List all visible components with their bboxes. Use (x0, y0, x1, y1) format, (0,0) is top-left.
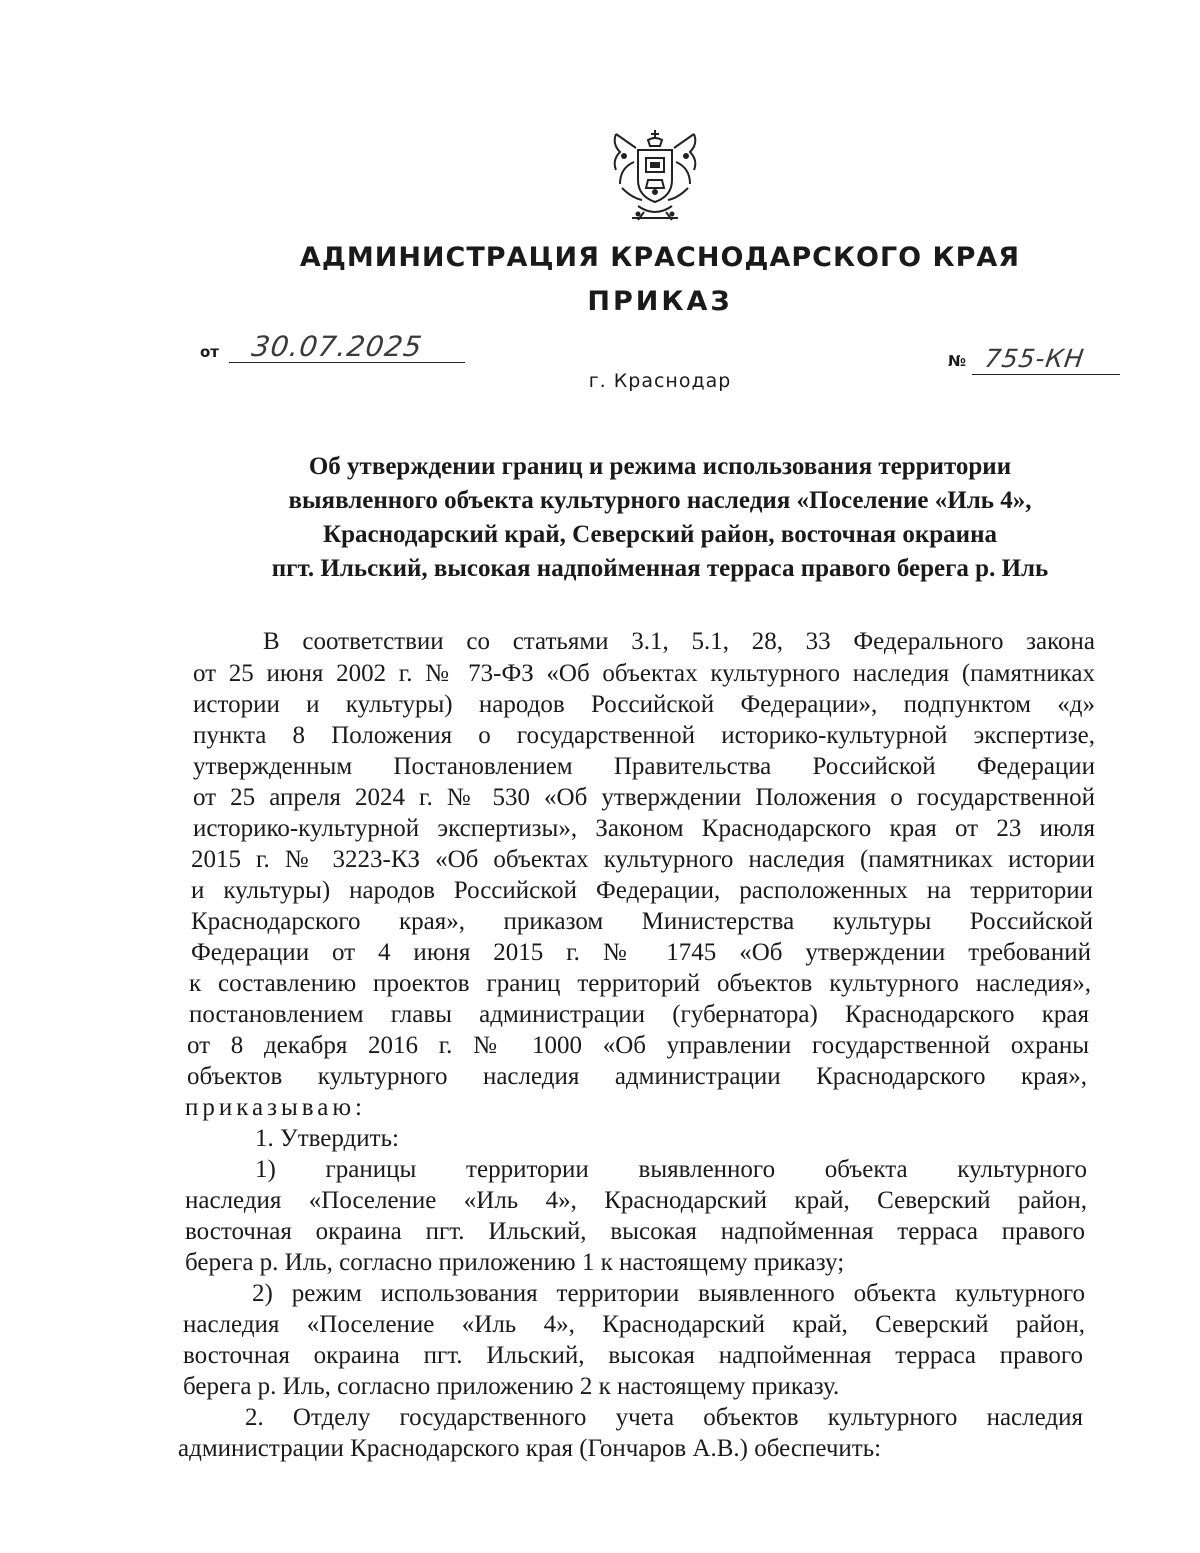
order-title (150, 450, 1170, 586)
body-line: от 25 апреля 2024 г. № 530 «Об утверждении Положения о государственной (193, 784, 1095, 811)
title-line: Об утверждении границ и режима использования территории (308, 453, 1012, 480)
authority-name: АДМИНИСТРАЦИЯ КРАСНОДАРСКОГО КРАЯ (299, 242, 1021, 273)
date-underline (229, 362, 465, 363)
date-handwritten: 30.07.2025 (249, 330, 425, 363)
number-label: № (948, 352, 967, 370)
body-line: 2. Отделу государственного учета объектов культурного наследия (245, 1404, 1083, 1431)
body-line: Краснодарского края», приказом Министерства культуры Российской (191, 908, 1093, 935)
krasnodar-coat-of-arms-icon (608, 128, 702, 224)
body-line: пункта 8 Положения о государственной историко-культурной экспертизе, (193, 722, 1095, 749)
body-line: от 25 июня 2002 г. № 73-ФЗ «Об объектах культурного наследия (памятниках (193, 660, 1095, 687)
body-line: приказываю: (185, 1094, 366, 1121)
body-line: утвержденным Постановлением Правительства Российской Федерации (193, 753, 1095, 780)
date-label: от (200, 343, 219, 361)
body-line: 1) границы территории выявленного объекта культурного (255, 1156, 1087, 1183)
body-line: Федерации от 4 июня 2015 г. № 1745 «Об утверждении требований (191, 939, 1091, 966)
title-line: выявленного объекта культурного наследия «Поселение «Иль 4», (288, 487, 1032, 514)
body-line: В соответствии со статьями 3.1, 5.1, 28, 33 Федерального закона (263, 628, 1095, 655)
city: г. Краснодар (588, 370, 732, 392)
title-line: Краснодарский край, Северский район, восточная окраина (323, 521, 997, 548)
body-line: объектов культурного наследия администрации Краснодарского края», (187, 1063, 1087, 1090)
body-line: и культуры) народов Российской Федерации, расположенных на территории (191, 877, 1093, 904)
body-line: истории и культуры) народов Российской Федерации», подпунктом «д» (193, 691, 1095, 718)
body-line: 1. Утвердить: (255, 1125, 399, 1152)
body-line: берега р. Иль, согласно приложению 1 к настоящему приказу; (185, 1249, 845, 1276)
body-line: 2015 г. № 3223-КЗ «Об объектах культурного наследия (памятниках истории (191, 846, 1095, 873)
body-line: наследия «Поселение «Иль 4», Краснодарский край, Северский район, (183, 1311, 1085, 1338)
body-line: берега р. Иль, согласно приложению 2 к настоящему приказу. (183, 1373, 840, 1400)
body-line: историко-культурной экспертизы», Законом Краснодарского края от 23 июля (193, 815, 1095, 842)
body-line: наследия «Поселение «Иль 4», Краснодарский край, Северский район, (185, 1187, 1087, 1214)
body-line: администрации Краснодарского края (Гончаров А.В.) обеспечить: (178, 1435, 882, 1462)
body-line: постановлением главы администрации (губернатора) Краснодарского края (189, 1001, 1089, 1028)
document-type: ПРИКАЗ (587, 286, 733, 317)
title-line: пгт. Ильский, высокая надпойменная терраса правого берега р. Иль (271, 555, 1049, 582)
body-line: к составлению проектов границ территорий объектов культурного наследия», (189, 970, 1091, 997)
body-line: восточная окраина пгт. Ильский, высокая надпойменная терраса правого (185, 1218, 1085, 1245)
body-line: 2) режим использования территории выявленного объекта культурного (252, 1280, 1085, 1307)
body-line: от 8 декабря 2016 г. № 1000 «Об управлении государственной охраны (187, 1032, 1089, 1059)
body-line: восточная окраина пгт. Ильский, высокая надпойменная терраса правого (183, 1342, 1083, 1369)
number-handwritten: 755-КН (982, 344, 1087, 373)
